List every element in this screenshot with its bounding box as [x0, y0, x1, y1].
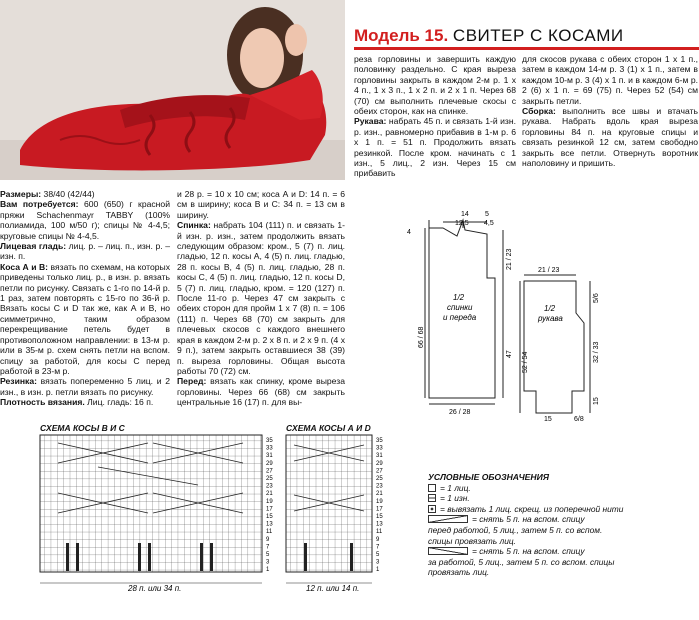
- legend-item-knit: = 1 лиц.: [440, 482, 471, 493]
- model-illustration: [0, 0, 345, 180]
- text-column-4: [522, 54, 698, 168]
- row-number: 5: [266, 552, 270, 558]
- body-dim-top-c: 5: [485, 211, 489, 218]
- stockinette-label: Лицевая гладь:: [0, 241, 67, 252]
- row-number: 7: [376, 544, 380, 551]
- assembly-value: выполнить все швы и втачать рукава. Набрать вдоль края выреза горловины 84 п. на круговые спицы и связать резинкой 12 см, затем свободно закрыть все петли. Отвернуть воротник наполовину и пришить.: [522, 106, 698, 169]
- sleeve-label: Рукава:: [354, 116, 387, 127]
- assembly-label: Сборка:: [522, 106, 556, 117]
- row-number: 3: [376, 559, 380, 566]
- row-number: 23: [376, 483, 383, 490]
- legend: [428, 472, 628, 578]
- row-number: 21: [266, 491, 273, 498]
- materials-value: 600 (650) г красной пряжи Schachenmayr TABBY (100% полиамида, 100 м/50 г); спицы № 4-4,5; круговые спицы № 4-4,5.: [0, 199, 170, 241]
- row-number: 25: [266, 476, 273, 482]
- row-number: 13: [266, 521, 273, 528]
- row-number: 29: [376, 460, 383, 467]
- legend-item-cable-back-c: провязать лиц.: [428, 567, 490, 578]
- sleeve-outline: [524, 281, 584, 413]
- body-dim-height: 66 / 68: [418, 326, 425, 348]
- model-title: СВИТЕР С КОСАМИ: [452, 26, 624, 45]
- row-number: 29: [266, 460, 273, 467]
- text-column-1: [0, 189, 170, 408]
- rib-value: вязать попеременно 5 лиц. и 2 изн., в изн. р. петли вязать по рисунку.: [0, 376, 170, 397]
- sleeve-dim-top: 21 / 23: [538, 267, 560, 274]
- chart-bc-caption: 28 п. или 34 п.: [128, 584, 182, 593]
- chart-ad-row-numbers: [376, 438, 383, 573]
- body-dim-top-b: 12,5: [455, 220, 469, 227]
- row-number: 1: [376, 567, 380, 574]
- row-number: 35: [266, 438, 273, 444]
- row-number: 35: [376, 438, 383, 444]
- legend-title: УСЛОВНЫЕ ОБОЗНАЧЕНИЯ: [428, 472, 550, 482]
- sizes-label: Размеры:: [0, 189, 42, 199]
- sleeve-label-2: рукава: [538, 314, 563, 323]
- rib-label: Резинка:: [0, 376, 37, 387]
- sizes-value: 38/40 (42/44): [41, 189, 95, 199]
- sleeve-dim-bottom-b: 6/8: [574, 416, 584, 421]
- row-number: 31: [376, 453, 383, 460]
- chart-bc-title: СХЕМА КОСЫ В И С: [40, 423, 125, 433]
- sleeve-value: набрать 45 п. и связать 1-й изн. р. изн., равномерно прибавив в 1-м р. 6 х 1 п. = 51 п. Продолжить вязать резинкой. После кром. начинать с 1 изн., 5 лиц., 2 изн. Через 15 см прибавить: [354, 116, 516, 179]
- row-number: 27: [266, 468, 273, 475]
- chart-ad-caption: 12 п. или 14 п.: [306, 584, 360, 593]
- text-column-3: [354, 54, 516, 179]
- back-value: набрать 104 (111) п. и связать 1-й изн. р. изн., затем продолжить вязать следующим образом: кром., 5 (7) п. лиц. гладью, 12 п. косы А, 4 (5) п. лиц. гладью, 28 п. косы В, 4 (5) п. лиц. гладью, 28 п. косы С, 4 (5) п. лиц. гладью, 12 п. косы D, 5 (7) п. лиц. гладью, кром. = 120 (127) п. После 11-го р. Через 47 см закрыть с обеих сторон для пройм 1 х 7 (8) п. = 106 (111) п. Через 68 (70) см закрыть для плечевых скосов с каждого внешнего края в каждом 2-м р. 2 х 8 п. и 2 х 9 п. (4 х 9 п.), затем закрыть оставшиеся 38 (39) п. выреза горловины. Общая высота работы 70 (72) см.: [177, 220, 345, 376]
- sleeve-dim-right-b: 32 / 33: [593, 341, 600, 363]
- purl-symbol-icon: [428, 494, 436, 502]
- cable-value: вязать по схемам, на которых приведены только лиц. р., в изн. р. вязать петли по рисунку. Связать с 1-го по 14-й р. 1 раз, затем повторять с 15-го по 36-й р. Вязать косы С и D так же, как А и В, но симметрично, таким образом перекрещивание петель будет в противоположном направлении: в 13-м р. или в 35-м р. схем снять петли на вспом. спицу за работой, для косы С перед работой в 23-м р.: [0, 261, 171, 376]
- sleeve-dim-right-a: 5/6: [593, 293, 600, 303]
- twisted-stitch-icon: [428, 505, 436, 513]
- row-number: 1: [266, 567, 270, 574]
- body-dim-right-b: 47: [506, 350, 513, 358]
- model-photo: [0, 0, 345, 180]
- title-underline: [354, 47, 699, 50]
- row-number: 25: [376, 476, 383, 482]
- legend-item-purl: = 1 изн.: [440, 493, 470, 504]
- cable-front-icon: [428, 515, 468, 523]
- chart-bc-row-numbers: [266, 438, 273, 573]
- row-number: 7: [266, 544, 270, 551]
- body-dim-right-a: 21 / 23: [506, 248, 513, 270]
- gauge-label: Плотность вязания.: [0, 397, 85, 408]
- stockinette-value: лиц. р. – лиц. п., изн. р. – изн. п.: [0, 241, 171, 262]
- body-dim-top-a: 14: [461, 211, 469, 218]
- legend-item-cable-front-c: спицы провязать лиц.: [428, 535, 516, 546]
- row-number: 3: [266, 559, 270, 566]
- row-number: 33: [376, 445, 383, 452]
- row-number: 17: [376, 506, 383, 513]
- legend-item-cable-front-a: = снять 5 п. на вспом. спицу: [472, 514, 585, 525]
- body-pattern-diagram: [395, 208, 515, 416]
- gauge-value: Лиц. гладь: 16 п.: [84, 397, 154, 408]
- row-number: 19: [266, 498, 273, 505]
- body-label-3: и переда: [443, 313, 477, 322]
- row-number: 33: [266, 445, 273, 452]
- chart-bc-grid: [38, 433, 282, 595]
- sleeve-dim-right-c: 15: [593, 397, 600, 405]
- row-number: 5: [376, 552, 380, 558]
- row-number: 21: [376, 491, 383, 498]
- row-number: 11: [266, 529, 273, 536]
- model-label: Модель 15.: [354, 26, 449, 45]
- front-label: Перед:: [177, 376, 207, 387]
- body-label-1: 1/2: [453, 293, 465, 302]
- sleeve-dim-height: 52 / 54: [522, 351, 529, 373]
- sleeve-pattern-diagram: [518, 263, 618, 421]
- text-column-2: [177, 189, 345, 408]
- legend-item-cable-back-b: за работой, 5 лиц., затем 5 п. со вспом. спицы: [428, 556, 615, 567]
- body-dim-top-d: 4,5: [484, 220, 494, 227]
- knit-symbol-icon: [428, 484, 436, 492]
- row-number: 19: [376, 498, 383, 505]
- materials-label: Вам потребуется:: [0, 199, 79, 210]
- page-title: [354, 26, 624, 46]
- neckline-text: реза горловины и завершить каждую половинку раздельно. С края выреза горловины закрыть в каждом 2-м р. 1 х 4 п., 1 х 3 п., 1 х 2 п. и 2 х 1 п. Через 68 (70) см выполнить плечевые скосы с обеих сторон, как на спинке.: [354, 54, 516, 117]
- legend-item-cable-back-a: = снять 5 п. на вспом. спицу: [472, 546, 585, 557]
- body-dim-left-top: 4: [407, 229, 411, 236]
- row-number: 31: [266, 453, 273, 460]
- cable-back-icon: [428, 547, 468, 555]
- sleeve-shaping-text: для скосов рукава с обеих сторон 1 х 1 п., затем в каждом 14-м р. 3 (1) х 1 п., затем в каждом 10-м р. 3 (4) х 1 п. и в каждом 6-м р. 2 (6) х 1 п. = 69 (75) п. Через 52 (54) см закрыть петли.: [522, 54, 698, 106]
- row-number: 27: [376, 468, 383, 475]
- front-value: вязать как спинку, кроме выреза горловины. Через 66 (68) см закрыть центральные 16 (17) п. для вы-: [177, 376, 345, 408]
- sleeve-label-1: 1/2: [544, 304, 556, 313]
- row-number: 17: [266, 506, 273, 513]
- sleeve-dim-bottom-a: 15: [544, 416, 552, 421]
- row-number: 15: [376, 514, 383, 520]
- body-dim-bottom: 26 / 28: [449, 409, 471, 416]
- row-number: 11: [376, 529, 383, 536]
- row-number: 13: [376, 521, 383, 528]
- body-label-2: спинки: [447, 303, 473, 312]
- cable-label: Коса А и В:: [0, 261, 49, 272]
- gauge-continued: и 28 р. = 10 х 10 см; коса А и D: 14 п. = 6 см в ширину; коса В и С: 34 п. = 13 см в ширину.: [177, 189, 345, 220]
- row-number: 9: [376, 536, 380, 543]
- row-number: 9: [266, 536, 270, 543]
- chart-ad-grid: [284, 433, 394, 595]
- row-number: 15: [266, 514, 273, 520]
- back-label: Спинка:: [177, 220, 211, 231]
- legend-item-twisted: = вывязать 1 лиц. скрещ. из поперечной нити: [440, 503, 624, 514]
- chart-ad-title: СХЕМА КОСЫ А И D: [286, 423, 371, 433]
- row-number: 23: [266, 483, 273, 490]
- legend-item-cable-front-b: перед работой, 5 лиц., затем 5 п. со вспом.: [428, 524, 603, 535]
